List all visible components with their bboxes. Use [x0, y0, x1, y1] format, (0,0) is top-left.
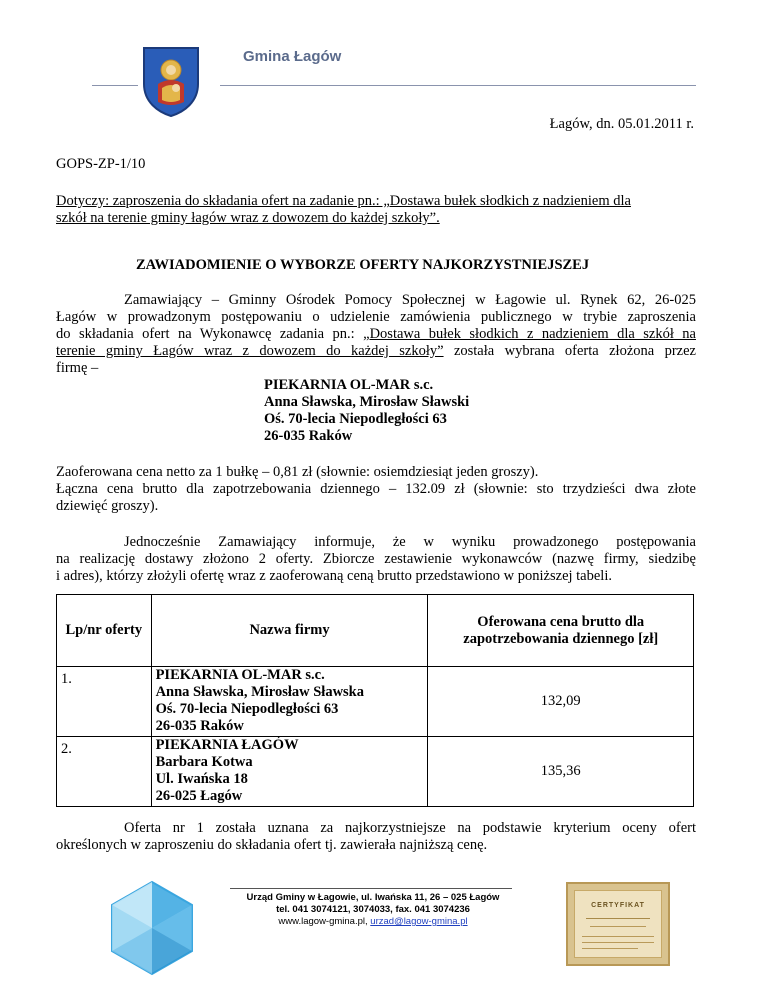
- winner-street: Oś. 70-lecia Niepodległości 63: [264, 411, 447, 427]
- offer-firm-line: PIEKARNIA ŁAGÓW: [155, 737, 299, 753]
- header-price: Oferowana cena brutto dla zapotrzebowania dziennego [zł]: [428, 595, 694, 667]
- offer-firm-line: 26-025 Łagów: [155, 788, 243, 804]
- table-header-row: [57, 595, 694, 667]
- page-title: ZAWIADOMIENIE O WYBORZE OFERTY NAJKORZYSTNIEJSZEJ: [136, 257, 590, 273]
- table-row: [57, 737, 694, 807]
- winner-name: PIEKARNIA OL-MAR s.c.: [264, 377, 434, 393]
- footer-phone: tel. 041 3074121, 3074033, fax. 041 3074236: [276, 904, 470, 915]
- header-rule-left: [92, 85, 138, 86]
- price-line-3: dziewięć groszy).: [56, 498, 159, 514]
- date-line: Łagów, dn. 05.01.2011 r.: [549, 116, 694, 132]
- offer-price: 135,36: [428, 737, 694, 807]
- paragraph-1-line-4-suffix: została wybrana oferta złożona przez: [443, 343, 696, 359]
- offer-firm: [151, 667, 428, 737]
- offers-table: [56, 594, 694, 807]
- price-line-1: Zaoferowana cena netto za 1 bułkę – 0,81 zł (słownie: osiemdziesiąt jeden groszy).: [56, 464, 539, 480]
- footer-contact: [222, 892, 524, 928]
- coat-of-arms-icon: [140, 44, 202, 118]
- subject-line-2: szkół na terenie gminy łagów wraz z dowozem do każdej szkoły”.: [56, 210, 440, 226]
- header-org-name: Gmina Łagów: [243, 48, 342, 65]
- footer-separator: ,: [365, 916, 371, 927]
- offer-number: 2.: [57, 737, 152, 807]
- winner-owners: Anna Sławska, Mirosław Sławski: [264, 394, 470, 410]
- footer-email-link[interactable]: urzad@lagow-gmina.pl: [370, 916, 468, 927]
- header-offer-no: Lp/nr oferty: [57, 595, 152, 667]
- certificate-image: [566, 882, 670, 966]
- offer-firm-line: Barbara Kotwa: [155, 754, 253, 770]
- paragraph-1-line-3: [56, 326, 696, 343]
- offer-firm-line: Ul. Iwańska 18: [155, 771, 248, 787]
- paragraph-2-line-3: i adres), którzy złożyli ofertę wraz z zaoferowaną ceną brutto przedstawiono w poniższej tabeli.: [56, 568, 612, 584]
- conclusion: [56, 820, 696, 854]
- table-row: [57, 667, 694, 737]
- footer-web: [222, 916, 524, 928]
- price-lines: [56, 464, 696, 515]
- offer-firm-line: 26-035 Raków: [155, 718, 244, 734]
- paragraph-2: [56, 534, 696, 585]
- paragraph-2-line-1: Jednocześnie Zamawiający informuje, że w wyniku prowadzonego postępowania: [124, 534, 696, 550]
- footer-website-link[interactable]: www.lagow-gmina.pl: [278, 916, 365, 927]
- reference-number: GOPS-ZP-1/10: [56, 156, 146, 172]
- offer-firm: [151, 737, 428, 807]
- paragraph-1-line-1: Zamawiający – Gminny Ośrodek Pomocy Społecznej w Łagowie ul. Rynek 62, 26-025: [124, 292, 696, 308]
- paragraph-1-line-3-task: „Dostawa bułek słodkich z nadzieniem dla szkół na: [363, 326, 696, 342]
- price-line-2: Łączna cena brutto dla zapotrzebowania dziennego – 132.09 zł (słownie: sto trzydzieści dwa złote: [56, 481, 696, 497]
- paragraph-1-line-4-task: terenie gminy Łagów wraz z dowozem do każdej szkoły”: [56, 343, 444, 359]
- certificate-title: CERTYFIKAT: [591, 902, 645, 909]
- paragraph-2-line-2: na realizację dostawy złożono 2 oferty. Zbiorcze zestawienie wykonawców (nazwę firmy, siedzibę: [56, 551, 696, 567]
- hexagon-logo-icon: [104, 878, 200, 978]
- footer-rule: [230, 888, 512, 889]
- offer-firm-line: Anna Sławska, Mirosław Sławska: [155, 684, 365, 700]
- offer-number: 1.: [57, 667, 152, 737]
- offer-firm-line: Oś. 70-lecia Niepodległości 63: [155, 701, 339, 717]
- offer-firm-line: PIEKARNIA OL-MAR s.c.: [155, 667, 325, 683]
- paragraph-1-line-5: firmę –: [56, 360, 99, 376]
- paragraph-1-line-4: [56, 343, 696, 360]
- header-firm-name: Nazwa firmy: [151, 595, 428, 667]
- paragraph-1-line-3-prefix: do składania ofert na Wykonawcę zadania pn.:: [56, 326, 364, 342]
- conclusion-line-1: Oferta nr 1 została uznana za najkorzystniejsze na podstawie kryterium oceny ofert: [124, 820, 696, 836]
- conclusion-line-2: określonych w zaproszeniu do składania ofert tj. zawierała najniższą cenę.: [56, 837, 488, 853]
- footer-address: Urząd Gminy w Łagowie, ul. Iwańska 11, 26 – 025 Łagów: [246, 892, 500, 903]
- winner-block: [264, 377, 469, 445]
- paragraph-1-line-2: Łagów w prowadzonym postępowaniu o udzielenie zamówienia publicznego w trybie zaproszenia: [56, 309, 696, 325]
- subject-line-1: Dotyczy: zaproszenia do składania ofert na zadanie pn.: „Dostawa bułek słodkich z nadzieniem dla: [56, 193, 631, 209]
- offer-price: 132,09: [428, 667, 694, 737]
- paragraph-1: [56, 292, 696, 377]
- winner-city: 26-035 Raków: [264, 428, 353, 444]
- header-rule-right: [220, 85, 696, 86]
